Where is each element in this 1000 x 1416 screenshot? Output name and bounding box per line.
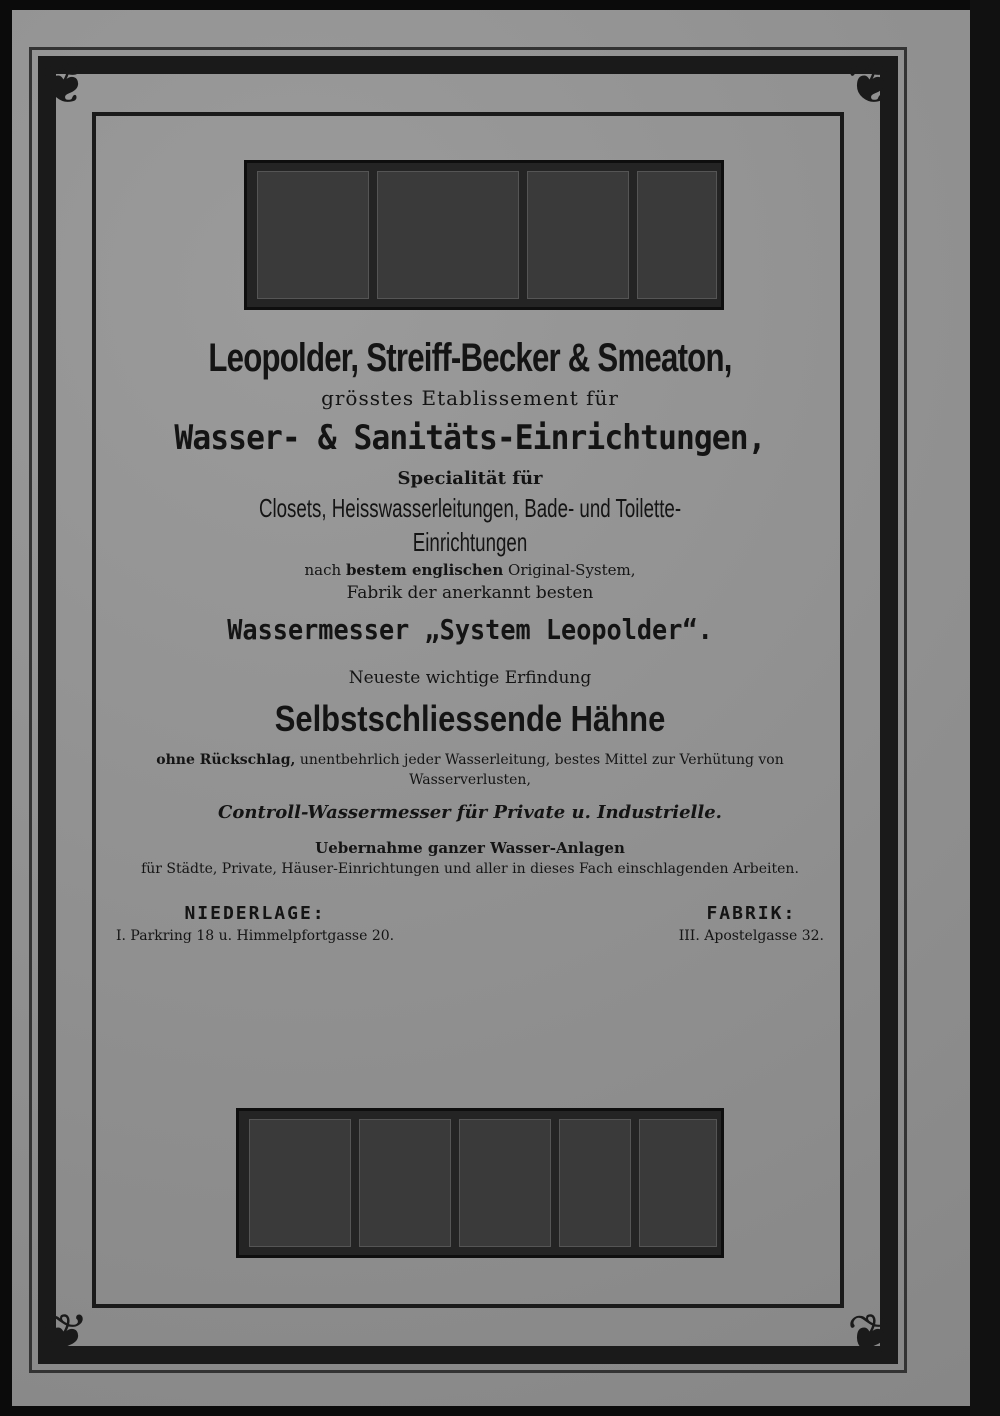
store-address: I. Parkring 18 u. Himmelpfortgasse 20. <box>116 928 395 944</box>
ornament-corner-icon: ❦ <box>40 1301 90 1369</box>
taps-description-text: unentbehrlich jeder Wasserleitung, bestes Mittel zur Verhütung von Wasserverlusten, <box>299 752 784 788</box>
takeover-heading: Uebernahme ganzer Wasser-Anlagen <box>315 839 625 857</box>
control-meter: Controll-Wassermesser für Private u. Industrielle. <box>218 802 722 823</box>
subtitle: grösstes Etablissement für <box>321 386 619 410</box>
taps-title: Selbstschliessende Hähne <box>274 698 666 739</box>
system-line <box>100 561 840 579</box>
store-label: NIEDERLAGE: <box>184 903 326 924</box>
meter-product: Wassermesser „System Leopolder“. <box>227 613 713 646</box>
factory-label: FABRIK: <box>706 903 797 924</box>
taps-description <box>100 750 840 790</box>
system-bold: bestem englischen <box>345 561 504 579</box>
advertisement-text <box>100 320 840 944</box>
scan-edge <box>970 0 1000 1416</box>
system-prefix: nach <box>304 561 342 579</box>
system-suffix: Original-System, <box>508 561 636 579</box>
ornament-corner-icon: ❦ <box>846 1301 896 1369</box>
address-row <box>100 903 840 944</box>
invention-intro: Neueste wichtige Erfindung <box>348 668 592 688</box>
headline: Wasser- & Sanitäts-Einrichtungen, <box>174 418 766 458</box>
product-list: Closets, Heisswasserleitungen, Bade- und Toilette-Einrichtungen <box>258 493 682 557</box>
showroom-illustration-top <box>244 160 724 310</box>
factory-line: Fabrik der anerkannt besten <box>346 583 594 603</box>
company-name: Leopolder, Streiff-Becker & Smeaton, <box>208 336 732 380</box>
factory-block <box>679 903 824 944</box>
takeover-description: für Städte, Private, Häuser-Einrichtungen und aller in dieses Fach einschlagenden Arbeiten. <box>141 861 799 877</box>
ornament-corner-icon: ❦ <box>846 49 896 117</box>
taps-description-bold: ohne Rückschlag, <box>156 752 296 768</box>
speciality-label: Specialität für <box>397 468 543 489</box>
factory-address: III. Apostelgasse 32. <box>678 928 824 944</box>
ornament-corner-icon: ❦ <box>40 49 90 117</box>
showroom-illustration-bottom <box>236 1108 724 1258</box>
store-block <box>116 903 394 944</box>
